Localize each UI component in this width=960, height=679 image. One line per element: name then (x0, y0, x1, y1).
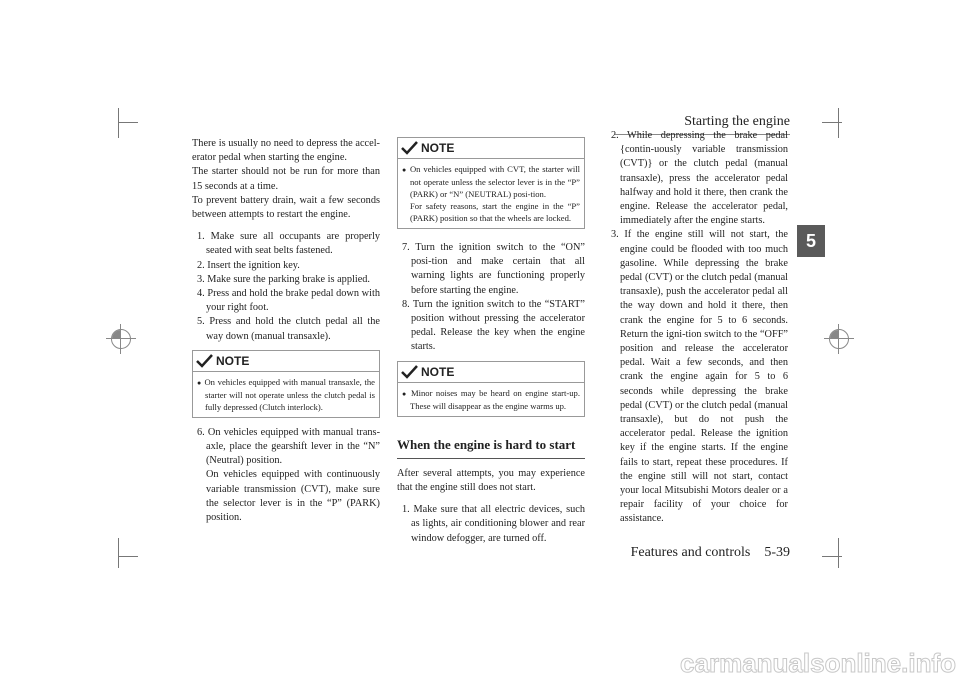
section-heading: When the engine is hard to start (397, 425, 585, 459)
crop-mark-tr-v (838, 108, 839, 138)
step-list (606, 129, 788, 527)
bullet-icon: ● (402, 389, 408, 398)
step-item: 8. Turn the ignition switch to the “START” position without pressing the accelerator pedal. Release the key when the engine starts. (402, 298, 585, 353)
step-list (397, 503, 585, 546)
crop-mark-br-v (838, 538, 839, 568)
step-item: 3. Make sure the parking brake is applied. (197, 273, 370, 285)
page-footer: Features and controls 5-39 (630, 545, 790, 560)
watermark-text: carmanualsonline.info (680, 648, 956, 678)
crop-mark-br-h (822, 556, 842, 557)
crop-mark-tl-v (118, 108, 119, 138)
crop-mark-bl-h (118, 556, 138, 557)
checkmark-icon (401, 141, 418, 155)
crop-mark-bl-v (118, 538, 119, 568)
step-list (192, 426, 380, 525)
step-item (192, 426, 380, 525)
watermark-logo (548, 648, 958, 678)
step-item: 1. Make sure all occupants are properly seated with seat belts fastened. (197, 231, 380, 257)
note-header (398, 362, 584, 383)
crop-mark-tr-h (822, 122, 842, 123)
page-header-title: Starting the engine (684, 114, 790, 129)
note-box (397, 361, 585, 417)
step-item: 7. Turn the ignition switch to the “ON” posi-tion and make certain that all warning lights are functioning properly before starting the engine. (402, 242, 585, 296)
chapter-tab: 5 (797, 225, 825, 257)
note-label: NOTE (421, 141, 455, 155)
bullet-icon: ● (402, 166, 408, 174)
step-item: 2. Insert the ignition key. (197, 259, 300, 271)
note-body (398, 383, 584, 416)
note-text: On vehicles equipped with manual transaxle, the starter will not operate unless the clutch pedal is fully depressed (Clutch interlock). (204, 376, 375, 412)
note-text: On vehicles equipped with CVT, the starter will not operate unless the selector lever is in the “P” (PARK) or “N” (NEUTRAL) posi-tion. (409, 164, 581, 199)
checkmark-icon (196, 354, 213, 368)
step-item: 1. Make sure that all electric devices, such as lights, air conditioning blower and rear window defogger, are turned off. (402, 504, 585, 544)
note-header (398, 138, 584, 159)
step-item: 5. Press and hold the clutch pedal all the way down (manual transaxle). (197, 316, 380, 342)
checkmark-icon (401, 365, 418, 379)
step-item: 2. While depressing the brake pedal {contin-uously variable transmission (CVT)} or the clutch pedal (manual transaxle), press the accelerator pedal halfway and hold it there, then crank the engine. Release the accelerator pedal, immediately after the engine starts. (611, 130, 788, 227)
note-body (398, 159, 584, 228)
step-list (397, 241, 585, 355)
step-item: 3. If the engine still will not start, the engine could be flooded with too much gasoline. While depressing the brake pedal (CVT) or the clutch pedal (manual transaxle), push the accelerator pedal all the way down and hold it there, then crank the engine for 5 to 6 seconds. Return the igni-tion switch to the “OFF” position and release the accelerator pedal. Wait a few seconds, and then crank the engine again for 5 to 6 seconds while depressing the brake pedal (CVT) or the clutch pedal (manual transaxle), but do not push the accelerator pedal. Release the ignition key if the engine starts. If the engine fails to start, repeat these procedures. If the engine still will not start, contact your local Mitsubishi Motors dealer or a repair facility of your choice for assistance. (611, 229, 788, 525)
crop-mark-tl-h (118, 122, 138, 123)
registration-mark-left (111, 329, 131, 349)
note-box (397, 137, 585, 229)
registration-mark-right (829, 329, 849, 349)
intro-paragraph: There is usually no need to depress the accel-erator pedal when starting the engine. (192, 138, 380, 164)
section-intro: After several attempts, you may experience that the engine still does not start. (397, 467, 585, 494)
note-text: For safety reasons, start the engine in the “P” (PARK) position so that the wheels are locked. (410, 201, 580, 223)
note-label: NOTE (216, 353, 250, 368)
step-text: 6. On vehicles equipped with manual trans-axle, place the gearshift lever in the “N” (Neutral) position. (197, 426, 380, 467)
note-body (193, 372, 379, 417)
note-text: Minor noises may be heard on engine start-up. These will disappear as the engine warms up. (410, 387, 580, 411)
column-right (606, 130, 788, 527)
note-label: NOTE (421, 364, 455, 379)
step-continuation: On vehicles equipped with continuously variable transmission (CVT), make sure the selector lever is in the “P” (PARK) position. (206, 469, 380, 524)
column-middle (397, 137, 585, 546)
step-item: 4. Press and hold the brake pedal down with your right foot. (197, 288, 380, 314)
intro-paragraph: The starter should not be run for more than 15 seconds at a time. (192, 166, 380, 192)
intro-paragraph: To prevent battery drain, wait a few seconds between attempts to restart the engine. (192, 194, 380, 221)
bullet-icon: ● (197, 378, 202, 387)
note-header (193, 351, 379, 372)
step-list (192, 230, 380, 344)
note-box (192, 350, 380, 418)
column-left (192, 137, 380, 525)
